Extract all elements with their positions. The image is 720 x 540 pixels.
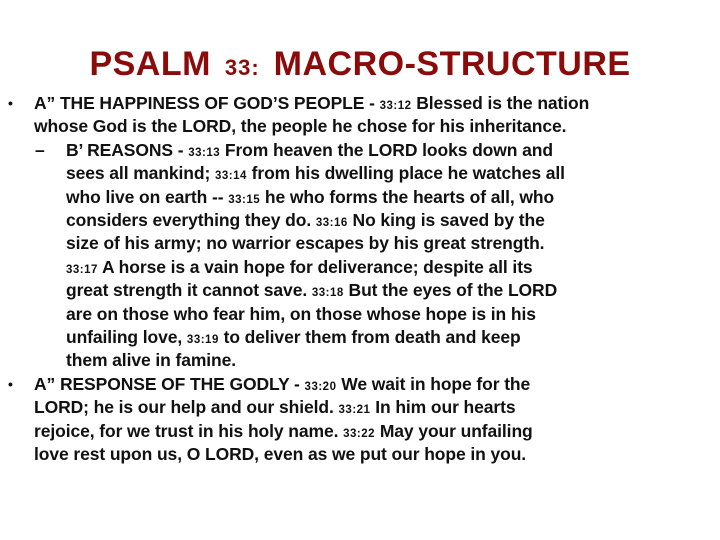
verse-reference: 33:22 [343,427,376,440]
verse-text: No king is saved by the [347,210,545,230]
verse-text: From heaven the LORD looks down and [220,139,553,160]
verse-reference: 33:13 [188,146,221,159]
sub-bullet-marker: – [35,139,45,160]
title-part1: PSALM [89,45,211,83]
verse-text: size of his army; no warrior escapes by his great strength. [66,233,545,254]
verse-reference: 33:12 [379,100,412,112]
verse-text: he who forms the hearts of all, who [260,186,555,207]
verse-text: love rest upon us, O LORD, even as we put our hope in you. [34,444,527,464]
verse-reference: 33:19 [186,334,219,346]
verse-text: A” THE HAPPINESS OF GOD’S PEOPLE - [34,93,380,113]
verse-text: rejoice, for we trust in his holy name. [34,420,344,441]
verse-reference: 33:17 [66,263,98,276]
text-line [34,115,566,138]
verse-text: great strength it cannot save. [66,280,312,301]
verse-text: B’ REASONS - [66,139,189,160]
verse-text: from his dwelling place he watches all [246,163,565,184]
bullet-marker: • [8,375,13,392]
verse-reference: 33:16 [315,217,348,229]
verse-text: May your unfailing [375,420,533,441]
verse-reference: 33:18 [311,287,344,300]
verse-text: Blessed is the nation [411,93,590,113]
verse-text: unfailing love, [66,327,187,347]
verse-text: But the eyes of the LORD [343,280,558,301]
text-line [66,232,544,255]
verse-text: A horse is a vain hope for deliverance; despite all its [97,256,533,277]
verse-text: LORD; he is our help and our shield. [34,397,339,418]
title-reference: 33: [224,55,260,80]
verse-text: who live on earth -- [66,186,229,207]
verse-text: considers everything they do. [66,210,316,230]
text-line [66,349,236,372]
verse-text: sees all mankind; [66,163,215,184]
text-line [66,303,536,326]
verse-text: In him our hearts [370,397,516,418]
verse-text: whose God is the LORD, the people he chose for his inheritance. [34,116,567,137]
verse-text: them alive in famine. [66,350,237,371]
verse-reference: 33:14 [214,170,247,183]
verse-text: We wait in hope for the [336,373,531,394]
slide-title [0,44,720,88]
verse-text: are on those who fear him, on those whose hope is in his [66,303,536,324]
verse-text: to deliver them from death and keep [218,327,521,347]
text-line [34,443,526,466]
bullet-marker: • [8,95,13,111]
verse-reference: 33:20 [304,380,337,393]
verse-text: A” RESPONSE OF THE GODLY - [34,373,305,394]
verse-reference: 33:21 [338,404,371,417]
verse-reference: 33:15 [228,193,261,206]
title-part2: MACRO-STRUCTURE [273,45,631,83]
